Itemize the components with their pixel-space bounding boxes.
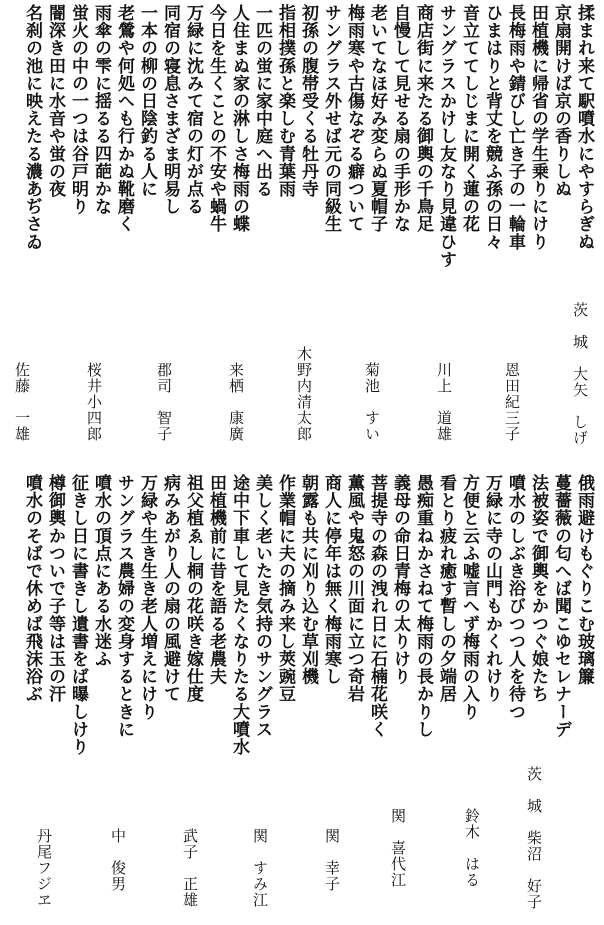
haiku-line: 梅雨寒や古傷なぞる癖ついて	[344, 4, 364, 233]
author-name: 茨 城 大矢 しげ	[571, 302, 589, 446]
haiku-line: 途中下車して見たくなりたる大噴水	[229, 474, 249, 756]
haiku-line: 蛍火の中の一つは谷戸明り	[68, 4, 88, 216]
haiku-line: 田植機前に昔を語る老農夫	[206, 474, 226, 686]
haiku-line: 万緑や生き生き老人増えにけり	[137, 474, 157, 721]
haiku-line: サングラスかけし友なり見違ひす	[436, 4, 456, 268]
author-name: 関 すみ江	[251, 828, 269, 908]
haiku-line: 方便と云ふ嘘言へず梅雨の入り	[459, 474, 479, 721]
haiku-line: 闇深き田に水音や蛍の夜	[45, 4, 65, 198]
haiku-line: 病みあがり人の扇の風避けて	[160, 474, 180, 703]
author-name: 佐藤 一雄	[13, 362, 31, 442]
haiku-line: 今日を生くことの不安や蝸牛	[206, 4, 226, 233]
haiku-line: 指相撲孫と楽しむ青葉雨	[275, 4, 295, 198]
bottom-section	[0, 470, 604, 925]
author-name: 丹尾フジヱ	[35, 828, 53, 908]
author-name: 関 喜代江	[389, 808, 407, 888]
haiku-line: 商店街に来たる御輿の千鳥足	[413, 4, 433, 233]
haiku-line: 作業帽に夫の摘み来し莢豌豆	[275, 474, 295, 703]
haiku-line: 商人に停年は無く梅雨寒し	[321, 474, 341, 686]
author-name: 武子 正雄	[181, 828, 199, 908]
author-name: 恩田紀三子	[503, 362, 521, 442]
author-name: 関 幸子	[323, 828, 341, 892]
haiku-line: 万緑に沈みて宿の灯が点る	[183, 4, 203, 216]
haiku-line: 美しく老いたき気持のサングラス	[252, 474, 272, 738]
haiku-line: 法被姿で御輿をかつぐ娘たち	[528, 474, 548, 703]
haiku-line: 雨傘の雫に揺るる四葩かな	[91, 4, 111, 216]
haiku-line: サングラス農婦の変身するときに	[114, 474, 134, 738]
author-name: 菊池 すい	[363, 362, 381, 442]
haiku-line: 万緑に寺の山門もかくれけり	[482, 474, 502, 703]
haiku-line: 征きし日に書きし遺書をば曝しけり	[68, 474, 88, 756]
haiku-line: 朝露も共に刈り込む草刈機	[298, 474, 318, 686]
haiku-line: 義母の命日青梅の太りけり	[390, 474, 410, 686]
haiku-line: 人住まぬ家の淋しさ梅雨の蝶	[229, 4, 249, 233]
haiku-line: 名刹の池に映えたる濃あぢさゐ	[22, 4, 42, 251]
author-name: 郡司 智子	[155, 362, 173, 442]
author-name: 来栖 康廣	[227, 362, 245, 442]
haiku-line: 老鶯や何処へも行かぬ靴磨く	[114, 4, 134, 233]
author-name: 木野内清太郎	[295, 346, 313, 442]
haiku-line: 蔓薔薇の匂へば聞こゆセレナーデ	[551, 474, 571, 738]
haiku-line: 京扇開けば京の香りしぬ	[551, 4, 571, 198]
haiku-line: 噴水の頂点にある水迷ふ	[91, 474, 111, 668]
haiku-line: 揉まれ来て駅噴水にやすらぎぬ	[574, 4, 594, 251]
haiku-line: 噴水のそばで休めば飛沫浴ぶ	[22, 474, 42, 703]
haiku-line: 樽御輿かついで子等は玉の汗	[45, 474, 65, 703]
author-name: 茨 城 柴沼 好子	[525, 766, 543, 910]
haiku-line: 一本の柳の日陰釣る人に	[137, 4, 157, 198]
author-name: 桜井小四郎	[85, 362, 103, 442]
author-name: 川上 道雄	[435, 362, 453, 442]
haiku-line: 菩提寺の森の洩れ日に石楠花咲く	[367, 474, 387, 738]
haiku-line: 一匹の蛍に家中庭へ出る	[252, 4, 272, 198]
haiku-line: 初孫の腹帯受くる牡丹寺	[298, 4, 318, 198]
haiku-line: 祖父植ゑし桐の花咲き嫁仕度	[183, 474, 203, 703]
haiku-line: 薫風や鬼怒の川面に立つ奇岩	[344, 474, 364, 703]
haiku-line: 老いてなほ好み変らぬ夏帽子	[367, 4, 387, 233]
haiku-line: 看とり疲れ癒す暫しの夕端居	[436, 474, 456, 703]
haiku-line: 長梅雨や錆びし亡き子の一輪車	[505, 4, 525, 251]
author-name: 鈴木 はる	[463, 808, 481, 888]
haiku-line: ひまはりと背丈を競ふ孫の日々	[482, 4, 502, 251]
haiku-line: サングラス外せば元の同級生	[321, 4, 341, 233]
haiku-line: 同宿の寝息さまざま明易し	[160, 4, 180, 216]
haiku-line: 自慢して見せる扇の手形かな	[390, 4, 410, 233]
haiku-line: 噴水のしぶき浴びつつ人を待つ	[505, 474, 525, 721]
haiku-line: 音立ててしじまに開く蓮の花	[459, 4, 479, 233]
author-name: 中 俊男	[109, 828, 127, 892]
haiku-line: 愚痴重ねかさねて梅雨の長かりし	[413, 474, 433, 738]
haiku-line: 田植機に帰省の学生乗りにけり	[528, 4, 548, 251]
haiku-line: 俄雨避けもぐりこむ玻璃簾	[574, 474, 594, 686]
